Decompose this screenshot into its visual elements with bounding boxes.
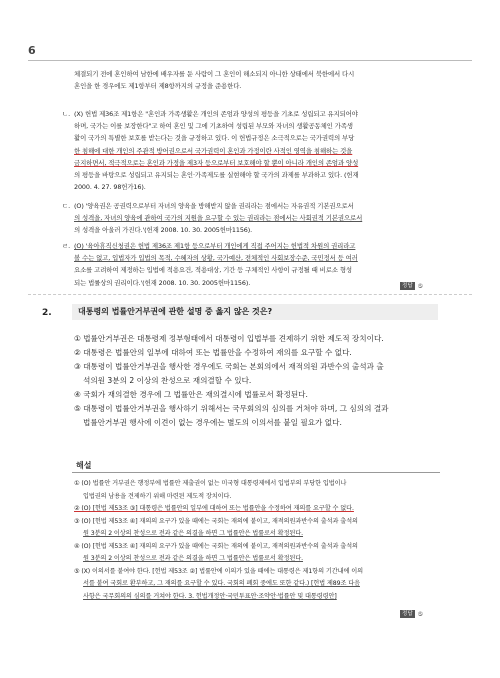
question-title: 대통령의 법률안거부권에 관한 설명 중 옳지 않은 것은? [72, 304, 438, 320]
item-label: ㄷ. [62, 202, 71, 210]
expl-line: ② (O) [헌법 제53조 ③] 대통령은 법률안의 일부에 대하여 또는 법률안을 수정하여 재의를 요구할 수 없다. [74, 505, 354, 512]
item-line: (O) '육아휴직신청권은 헌법 제36조 제1항 등으로부터 개인에게 직접 주어지는 헌법적 차원의 권리라고 [74, 242, 356, 250]
item-line: 의 성격을, 자녀의 양육에 관하여 국가의 지원을 요구할 수 있는 권리라는 점에서는 사회권적 기본권으로서 [74, 214, 363, 223]
explanation-label: 해설 [76, 461, 92, 470]
option-3: ③ 대통령이 법률안거부권을 행사한 경우에도 국회는 본회의에서 재적의원 과반수의 출석과 출 [74, 362, 384, 371]
item-line: 의 성격을 아울러 가진다.'(헌재 2008. 10. 30. 2005헌마1156). [74, 226, 253, 235]
item-line: 하며, 국가는 이를 보장한다"고 하여 혼인 및 그에 기초하여 성립된 부모와 자녀의 생활공동체인 가족생 [74, 122, 353, 131]
option-5: ⑤ 대통령이 법률안거부권을 행사하기 위해서는 국무회의의 심의를 거쳐야 하며, 그 심의의 결과 [74, 404, 389, 413]
item-line: 볼 수는 없고, 입법자가 입법의 목적, 수혜자의 상황, 국가예산, 전체적인 사회보장수준, 국민정서 등 여러 [74, 254, 358, 263]
option-3-cont: 석의원 3분의 2 이상의 찬성으로 재의결할 수 있다. [83, 376, 252, 385]
section-divider [28, 294, 472, 295]
item-line: (X) 헌법 제36조 제1항은 "혼인과 가족생활은 개인의 존엄과 양성의 평등을 기초로 성립되고 유지되어야 [74, 110, 358, 118]
item-line: 활이 국가의 특별한 보호를 받는다는 것을 규정하고 있다. 이 헌법규정은 소극적으로는 국가권력의 부당 [74, 134, 355, 143]
item-line: 되는 법률상의 권리이다.'(헌재 2008. 10. 30. 2005헌마1156). [74, 278, 251, 287]
item-label: ㄹ. [62, 242, 71, 250]
option-2: ② 대통령은 법률안의 일부에 대하여 또는 법률안을 수정하여 재의를 요구할 수 없다. [74, 348, 352, 357]
expl-line: ③ (O) [헌법 제53조 ④] 재의의 요구가 있을 때에는 국회는 재의에 붙이고, 재적의원과반수의 출석과 출석의 [74, 517, 358, 525]
item-line: 한 침해에 대한 개인의 주관적 방어권으로서 국가권력이 혼인과 가정이란 사적인 영역을 침해하는 것을 [74, 146, 353, 155]
prev-line: 체결되기 전에 혼인하여 남한에 배우자를 둔 사람이 그 혼인이 해소되지 아니한 상태에서 북한에서 다시 [74, 70, 355, 78]
option-4: ④ 국회가 재의결한 경우에 그 법률안은 재의결시에 법률로서 확정된다. [74, 390, 308, 399]
item-line: 의 평등을 바탕으로 성립되고 유지되는 혼인·가족제도를 실현해야 할 국가의 과제를 부과하고 있다. (헌재 [74, 171, 359, 180]
answer-value: ⑤ [417, 610, 424, 618]
explanation-item-rieul [62, 240, 442, 289]
answer-value: ⑤ [417, 282, 424, 290]
item-line: 2000. 4. 27. 98헌가16). [74, 183, 146, 192]
explanation-body [74, 478, 442, 603]
answer-badge [400, 610, 423, 618]
answer-tag: 정답 [402, 611, 413, 617]
item-line: 금지하면서, 적극적으로는 혼인과 가정을 제3자 등으로부터 보호해야 할 뿐이 아니라 개인의 존엄과 양성 [74, 158, 359, 167]
option-1: ① 법률안거부권은 대통령제 정부형태에서 대통령이 입법부를 견제하기 위한 제도적 장치이다. [74, 334, 384, 343]
expl-line: 원 3분의 2 이상의 찬성으로 전과 같은 의결을 하면 그 법률안은 법률로서 확정된다. [83, 555, 304, 562]
page-number: 6 [28, 44, 36, 57]
top-rule [28, 60, 472, 61]
option-5-cont: 법률안거부권 행사에 이견이 없는 경우에는 별도의 이의서를 붙일 필요가 없다. [83, 418, 342, 427]
expl-line: ④ (O) [헌법 제53조 ④] 재의의 요구가 있을 때에는 국회는 재의에 붙이고, 재적의원과반수의 출석과 출석의 [74, 542, 358, 550]
answer-badge [400, 282, 423, 290]
explanation-item-digeut [62, 200, 442, 237]
expl-line: 원 3분의 2 이상의 찬성으로 전과 같은 의결을 하면 그 법률안은 법률로서 확정된다. [83, 530, 304, 537]
question-number: 2. [42, 308, 52, 318]
expl-line: ① (O) 법률안 거부권은 행정부에 법률안 제출권이 없는 미국형 대통령제에서 입법부의 부당한 입법이나 [74, 480, 347, 487]
prev-line: 혼인을 한 경우에도 제1항부터 제8항까지의 규정을 준용한다. [74, 82, 242, 91]
expl-line: ⑤ (X) 이의서를 붙여야 한다. [헌법 제53조 ②] 법률안에 이의가 있을 때에는 대통령은 제1항의 기간내에 이의 [74, 567, 363, 575]
expl-line: 사항은 국무회의의 심의를 거쳐야 한다. 3. 헌법개정안·국민투표안·조약안·법률안 및 대통령령안] [83, 592, 337, 600]
expl-line: 서를 붙여 국회로 환부하고, 그 재의를 요구할 수 있다. 국회의 폐회 중에도 또한 같다.) [헌법 제89조 다음 [83, 580, 360, 587]
expl-line: 입법권의 남용을 견제하기 위해 마련된 제도적 장치이다. [83, 492, 232, 500]
item-line: (O) '양육권은 공권력으로부터 자녀의 양육을 방해받지 않을 권리라는 점에서는 자유권적 기본권으로서 [74, 202, 354, 210]
explanation-item-nieun [62, 108, 442, 193]
item-line: 요소를 고려하여 제정하는 입법에 적용요건, 적용대상, 기간 등 구체적인 사항이 규정될 때 비로소 형성 [74, 266, 352, 275]
item-label: ㄴ. [62, 110, 71, 118]
explanation-rule [72, 472, 440, 473]
prev-block [74, 68, 434, 92]
option-list [74, 332, 434, 430]
answer-tag: 정답 [402, 283, 413, 289]
